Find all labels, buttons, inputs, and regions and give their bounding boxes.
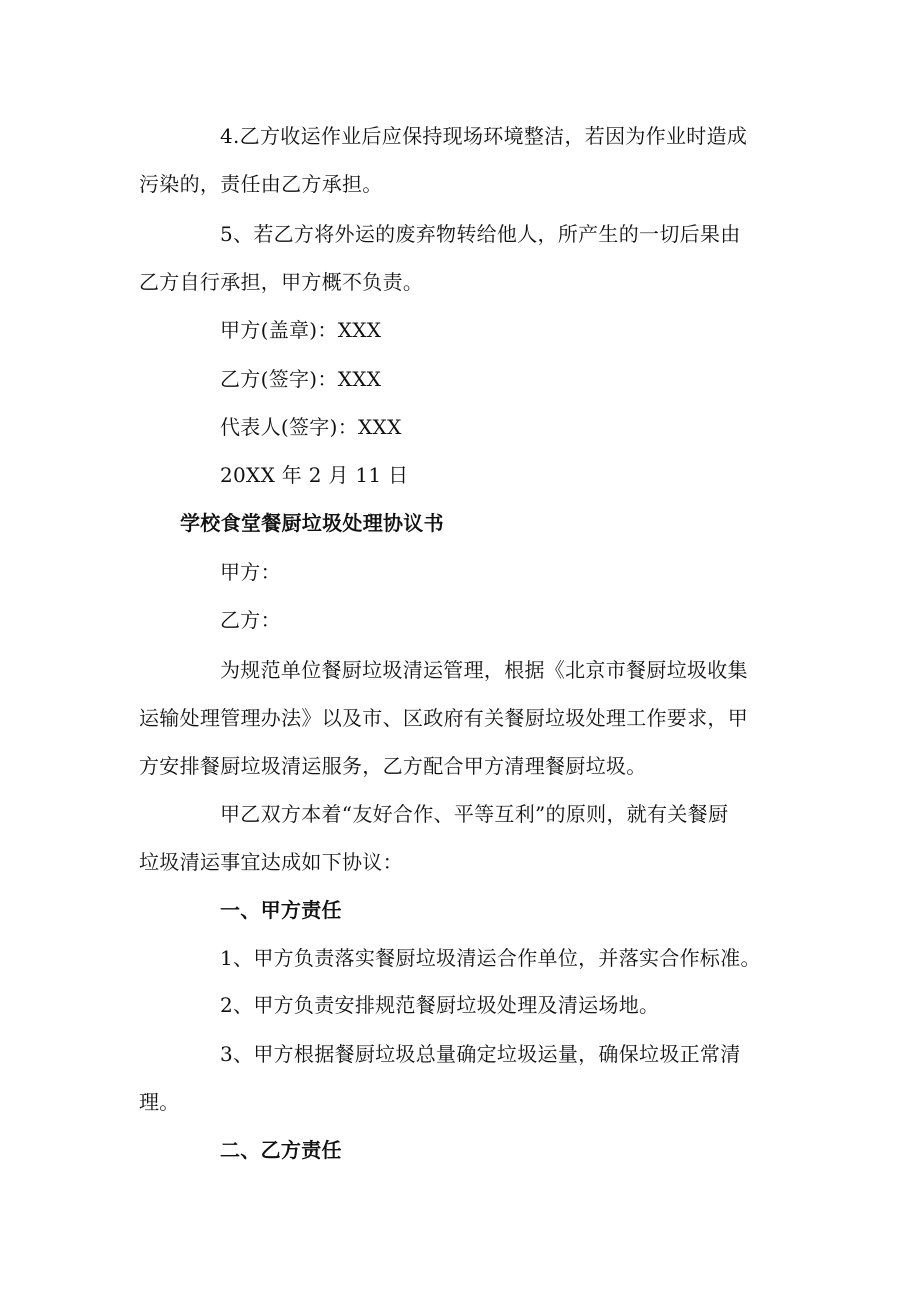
document-title: 学校食堂餐厨垃圾处理协议书	[180, 511, 444, 535]
party-a-duty-3-line-1: 3、甲方根据餐厨垃圾总量确定垃圾运量，确保垃圾正常清	[220, 1042, 741, 1066]
paragraph-4-line-1: 4.乙方收运作业后应保持现场环境整洁，若因为作业时造成	[220, 124, 748, 148]
party-b-label: 乙方：	[220, 608, 281, 632]
section-heading-party-a: 一、甲方责任	[220, 898, 342, 922]
intro-paragraph-line-1: 为规范单位餐厨垃圾清运管理，根据《北京市餐厨垃圾收集	[220, 658, 748, 682]
agreement-date: 20XX 年 2 月 11 日	[220, 463, 409, 487]
representative-signature: 代表人(签字)：XXX	[220, 415, 402, 439]
intro-paragraph-line-3: 方安排餐厨垃圾清运服务，乙方配合甲方清理餐厨垃圾。	[139, 754, 647, 778]
paragraph-5-line-1: 5、若乙方将外运的废弃物转给他人，所产生的一切后果由	[220, 222, 741, 246]
intro-paragraph-line-2: 运输处理管理办法》以及市、区政府有关餐厨垃圾处理工作要求，甲	[139, 706, 748, 730]
party-a-label: 甲方：	[220, 560, 281, 584]
party-a-duty-2: 2、甲方负责安排规范餐厨垃圾处理及清运场地。	[220, 993, 660, 1017]
party-b-signature: 乙方(签字)：XXX	[220, 367, 382, 391]
principle-paragraph-line-2: 垃圾清运事宜达成如下协议：	[139, 850, 403, 874]
principle-paragraph-line-1: 甲乙双方本着“友好合作、平等互利”的原则，就有关餐厨	[220, 802, 729, 826]
paragraph-5-line-2: 乙方自行承担，甲方概不负责。	[139, 270, 424, 294]
party-a-duty-3-line-2: 理。	[139, 1090, 180, 1114]
paragraph-4-line-2: 污染的，责任由乙方承担。	[139, 172, 383, 196]
party-a-duty-1: 1、甲方负责落实餐厨垃圾清运合作单位，并落实合作标准。	[220, 946, 761, 970]
party-a-seal: 甲方(盖章)：XXX	[220, 318, 382, 342]
section-heading-party-b: 二、乙方责任	[220, 1138, 342, 1162]
